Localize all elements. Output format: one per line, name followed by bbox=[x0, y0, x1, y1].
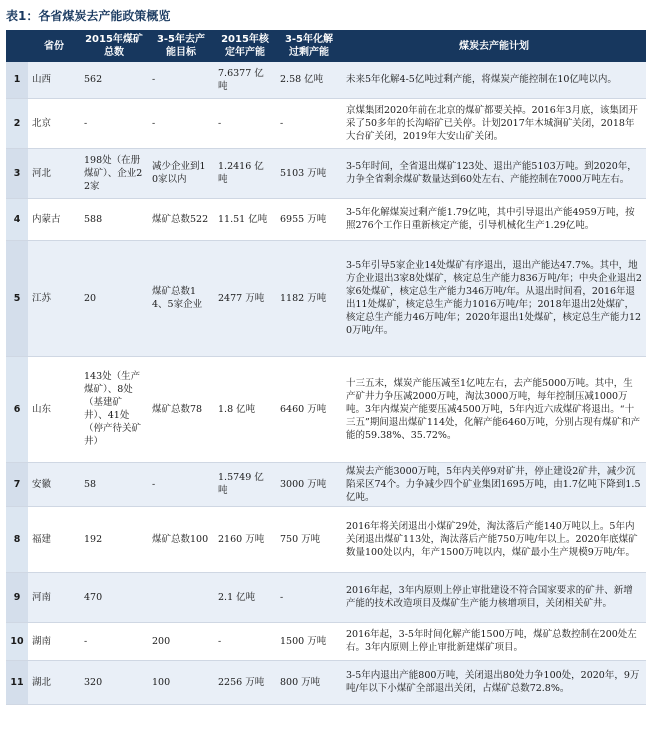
mine-count-cell: 562 bbox=[80, 62, 148, 98]
row-number: 8 bbox=[6, 506, 28, 572]
table-row bbox=[6, 356, 646, 462]
mine-count-cell: 470 bbox=[80, 572, 148, 622]
row-number: 3 bbox=[6, 148, 28, 198]
capacity-cell: 1.8 亿吨 bbox=[214, 356, 276, 462]
province-cell: 湖南 bbox=[28, 622, 80, 660]
table-body bbox=[6, 62, 646, 704]
target-cell: 煤矿总数14、5家企业 bbox=[148, 240, 214, 356]
province-cell: 湖北 bbox=[28, 660, 80, 704]
target-cell: - bbox=[148, 62, 214, 98]
plan-cell: 3-5年引导5家企业14处煤矿有序退出，退出产能达47.7%。其中，地方企业退出3家8处煤矿，核定总生产能力836万吨/年；中央企业退出2家6处煤矿，核定总生产能力346万吨/年。从退出时间看，2016年退出11处煤矿，核定总生产能力1016万吨/年；2018年退出2处煤矿，核定总生产能力46万吨/年；2020年退出1处煤矿，核定总生产能力120万吨/年。 bbox=[342, 240, 646, 356]
capacity-cell: - bbox=[214, 622, 276, 660]
mine-count-cell: 320 bbox=[80, 660, 148, 704]
target-cell: 煤矿总数78 bbox=[148, 356, 214, 462]
mine-count-cell: 192 bbox=[80, 506, 148, 572]
plan-cell: 未来5年化解4-5亿吨过剩产能，将煤炭产能控制在10亿吨以内。 bbox=[342, 62, 646, 98]
table-row bbox=[6, 622, 646, 660]
reduction-cell: 2.58 亿吨 bbox=[276, 62, 342, 98]
reduction-cell: 6460 万吨 bbox=[276, 356, 342, 462]
plan-cell: 煤炭去产能3000万吨，5年内关停9对矿井，停止建设2矿井，减少沉陷采区74个。力争减少四个矿业集团1695万吨，由1.7亿吨下降到1.5亿吨。 bbox=[342, 462, 646, 506]
table-row bbox=[6, 62, 646, 98]
province-cell: 山西 bbox=[28, 62, 80, 98]
row-number: 10 bbox=[6, 622, 28, 660]
province-cell: 北京 bbox=[28, 98, 80, 148]
table-header-row bbox=[6, 30, 646, 62]
header-index bbox=[6, 30, 28, 62]
mine-count-cell: - bbox=[80, 98, 148, 148]
table-caption: 表1：各省煤炭去产能政策概览 bbox=[6, 9, 171, 23]
capacity-cell: - bbox=[214, 98, 276, 148]
target-cell: 200 bbox=[148, 622, 214, 660]
target-cell: - bbox=[148, 98, 214, 148]
reduction-cell: 750 万吨 bbox=[276, 506, 342, 572]
header-overcapacity-reduction: 3-5年化解过剩产能 bbox=[276, 30, 342, 62]
province-cell: 福建 bbox=[28, 506, 80, 572]
table-row bbox=[6, 462, 646, 506]
coal-capacity-policy-table bbox=[6, 30, 646, 705]
capacity-cell: 2256 万吨 bbox=[214, 660, 276, 704]
capacity-cell: 7.6377 亿吨 bbox=[214, 62, 276, 98]
reduction-cell: 1500 万吨 bbox=[276, 622, 342, 660]
row-number: 11 bbox=[6, 660, 28, 704]
table-row bbox=[6, 660, 646, 704]
row-number: 1 bbox=[6, 62, 28, 98]
plan-cell: 京煤集团2020年前在北京的煤矿都要关掉。2016年3月底，该集团开采了50多年的长沟峪矿已关停。计划2017年木城涧矿关闭，2018年大台矿关闭，2019年大安山矿关闭。 bbox=[342, 98, 646, 148]
capacity-cell: 11.51 亿吨 bbox=[214, 198, 276, 240]
reduction-cell: 6955 万吨 bbox=[276, 198, 342, 240]
header-plan: 煤炭去产能计划 bbox=[342, 30, 646, 62]
reduction-cell: 800 万吨 bbox=[276, 660, 342, 704]
province-cell: 内蒙古 bbox=[28, 198, 80, 240]
row-number: 2 bbox=[6, 98, 28, 148]
target-cell: - bbox=[148, 462, 214, 506]
row-number: 5 bbox=[6, 240, 28, 356]
mine-count-cell: 588 bbox=[80, 198, 148, 240]
row-number: 9 bbox=[6, 572, 28, 622]
plan-cell: 3-5年内退出产能800万吨，关闭退出80处力争100处，2020年，9万吨/年以下小煤矿全部退出关闭，占煤矿总数72.8%。 bbox=[342, 660, 646, 704]
reduction-cell: - bbox=[276, 572, 342, 622]
capacity-cell: 2.1 亿吨 bbox=[214, 572, 276, 622]
plan-cell: 3-5年时间，全省退出煤矿123处、退出产能5103万吨。到2020年，力争全省剩余煤矿数量达到60处左右、产能控制在7000万吨左右。 bbox=[342, 148, 646, 198]
capacity-cell: 2160 万吨 bbox=[214, 506, 276, 572]
plan-cell: 2016年起，3年内原则上停止审批建设不符合国家要求的矿井、新增产能的技术改造项目及煤矿生产能力核增项目，关闭相关矿井。 bbox=[342, 572, 646, 622]
header-reduction-target: 3-5年去产能目标 bbox=[148, 30, 214, 62]
table-row bbox=[6, 198, 646, 240]
plan-cell: 2016年将关闭退出小煤矿29处，淘汰落后产能140万吨以上。5年内关闭退出煤矿113处，淘汰落后产能750万吨/年以上。2020年底煤矿数量100处以内，年产1500万吨以内，煤矿最小生产规模9万吨/年。 bbox=[342, 506, 646, 572]
reduction-cell: - bbox=[276, 98, 342, 148]
mine-count-cell: 58 bbox=[80, 462, 148, 506]
table-row bbox=[6, 148, 646, 198]
plan-cell: 十三五末，煤炭产能压减至1亿吨左右，去产能5000万吨。其中，生产矿井力争压减2000万吨，淘汰3000万吨，每年控制压减1000万吨。3年内煤炭产能要压减4500万吨，5年内近六成煤矿将退出。“十三五”期间退出煤矿114处，化解产能6460万吨，分别占现有煤矿和产能的59.38%、35.72%。 bbox=[342, 356, 646, 462]
capacity-cell: 1.2416 亿吨 bbox=[214, 148, 276, 198]
target-cell bbox=[148, 572, 214, 622]
row-number: 6 bbox=[6, 356, 28, 462]
province-cell: 河南 bbox=[28, 572, 80, 622]
plan-cell: 3-5年化解煤炭过剩产能1.79亿吨，其中引导退出产能4959万吨，按照276个工作日重新核定产能，引导机械化生产1.29亿吨。 bbox=[342, 198, 646, 240]
mine-count-cell: 20 bbox=[80, 240, 148, 356]
table-row bbox=[6, 98, 646, 148]
target-cell: 减少企业到10家以内 bbox=[148, 148, 214, 198]
row-number: 4 bbox=[6, 198, 28, 240]
mine-count-cell: 198处（在册煤矿）、企业22家 bbox=[80, 148, 148, 198]
province-cell: 山东 bbox=[28, 356, 80, 462]
reduction-cell: 5103 万吨 bbox=[276, 148, 342, 198]
mine-count-cell: - bbox=[80, 622, 148, 660]
header-mine-count: 2015年煤矿总数 bbox=[80, 30, 148, 62]
province-cell: 河北 bbox=[28, 148, 80, 198]
reduction-cell: 1182 万吨 bbox=[276, 240, 342, 356]
reduction-cell: 3000 万吨 bbox=[276, 462, 342, 506]
capacity-cell: 2477 万吨 bbox=[214, 240, 276, 356]
plan-cell: 2016年起，3-5年时间化解产能1500万吨，煤矿总数控制在200处左右。3年内原则上停止审批新建煤矿项目。 bbox=[342, 622, 646, 660]
province-cell: 安徽 bbox=[28, 462, 80, 506]
target-cell: 100 bbox=[148, 660, 214, 704]
target-cell: 煤矿总数100 bbox=[148, 506, 214, 572]
target-cell: 煤矿总数522 bbox=[148, 198, 214, 240]
mine-count-cell: 143处（生产煤矿）、8处（基建矿井）、41处（停产待关矿井） bbox=[80, 356, 148, 462]
capacity-cell: 1.5749 亿吨 bbox=[214, 462, 276, 506]
table-row bbox=[6, 572, 646, 622]
header-approved-capacity: 2015年核定年产能 bbox=[214, 30, 276, 62]
table-row bbox=[6, 240, 646, 356]
table-row bbox=[6, 506, 646, 572]
province-cell: 江苏 bbox=[28, 240, 80, 356]
row-number: 7 bbox=[6, 462, 28, 506]
header-province: 省份 bbox=[28, 30, 80, 62]
